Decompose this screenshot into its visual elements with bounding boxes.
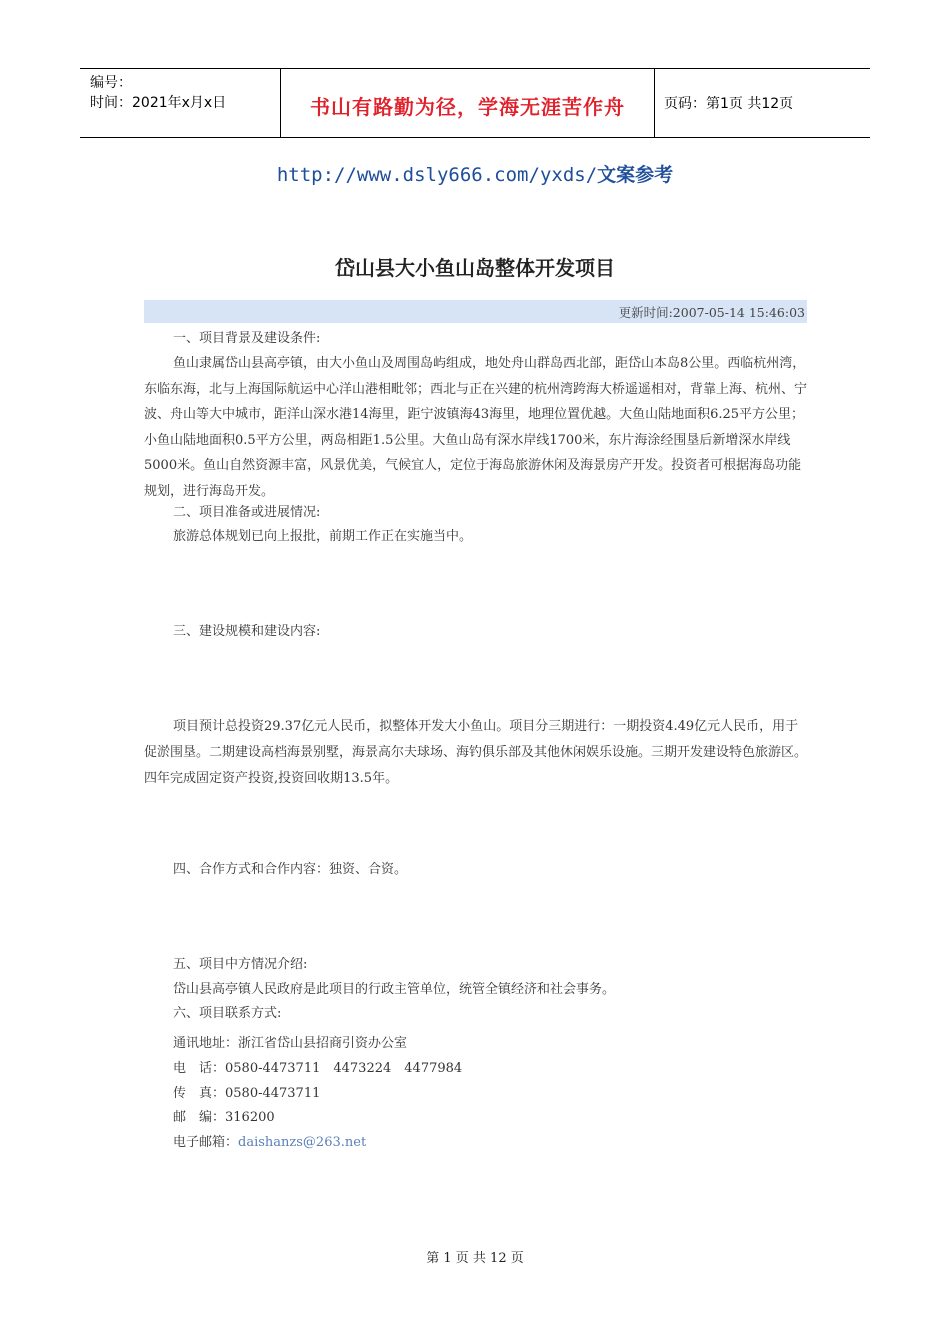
- section-5-body: 岱山县高亭镇人民政府是此项目的行政主管单位，统管全镇经济和社会事务。: [173, 982, 616, 997]
- section-4-heading: 四、合作方式和合作内容：独资、合资。: [173, 862, 408, 877]
- section-3-heading: 三、建设规模和建设内容:: [173, 624, 321, 639]
- header-time: 时间：2021年x月x日: [90, 95, 227, 111]
- reference-label: 文案参考: [597, 164, 674, 186]
- update-time: 更新时间:2007-05-14 15:46:03: [618, 305, 805, 320]
- section-1-body: 鱼山隶属岱山县高亭镇，由大小鱼山及周围岛屿组成，地处舟山群岛西北部，距岱山本岛8公里。西临杭州湾，东临东海，北与上海国际航运中心洋山港相毗邻；西北与正在兴建的杭州湾跨海大桥遥遥相对，背靠上海、杭州、宁波、舟山等大中城市，距洋山深水港14海里，距宁波镇海43海里，地理位置优越。大鱼山陆地面积6.25平方公里；小鱼山陆地面积0.5平方公里，两岛相距1.5公里。大鱼山岛有深水岸线1700米，东片海涂经围垦后新增深水岸线5000米。鱼山自然资源丰富，风景优美，气候宜人，定位于海岛旅游休闲及海景房产开发。投资者可根据海岛功能规划，进行海岛开发。: [144, 356, 808, 499]
- header-divider: [654, 69, 655, 137]
- header-number: 编号：: [90, 75, 132, 91]
- header-page-info: 页码：第1页 共12页: [664, 96, 794, 112]
- header-meta: [90, 73, 226, 113]
- section-2-body: 旅游总体规划已向上报批，前期工作正在实施当中。: [173, 529, 473, 544]
- section-6-heading: 六、项目联系方式:: [173, 1006, 282, 1021]
- update-time-bar: [144, 300, 807, 323]
- section-3-body: 项目预计总投资29.37亿元人民币，拟整体开发大小鱼山。项目分三期进行：一期投资4.49亿元人民币，用于促淤围垦。二期建设高档海景别墅，海景高尔夫球场、海钓俱乐部及其他休闲娱乐设施。三期开发建设特色旅游区。四年完成固定资产投资,投资回收期13.5年。: [144, 719, 808, 786]
- header-motto: 书山有路勤为径，学海无涯苦作舟: [310, 95, 625, 119]
- contact-email-row: [173, 1131, 366, 1150]
- section-1-heading: 一、项目背景及建设条件:: [173, 331, 321, 346]
- contact-phone: 电 话：0580-4473711 4473224 4477984: [173, 1061, 463, 1076]
- page-title: 岱山县大小鱼山岛整体开发项目: [335, 256, 615, 280]
- reference-link-line: [0, 160, 950, 187]
- page-footer: 第 1 页 共 12 页: [426, 1251, 524, 1266]
- contact-fax: 传 真：0580-4473711: [173, 1086, 321, 1101]
- reference-url[interactable]: http://www.dsly666.com/yxds/: [276, 164, 598, 186]
- contact-email-link[interactable]: daishanzs@263.net: [238, 1135, 367, 1150]
- section-5-heading: 五、项目中方情况介绍:: [173, 957, 308, 972]
- section-2-heading: 二、项目准备或进展情况:: [173, 505, 321, 520]
- contact-postcode: 邮 编：316200: [173, 1110, 275, 1125]
- page-header: [80, 68, 870, 138]
- contact-address: 通讯地址：浙江省岱山县招商引资办公室: [173, 1036, 408, 1051]
- contact-email-label: 电子邮箱：: [173, 1135, 239, 1150]
